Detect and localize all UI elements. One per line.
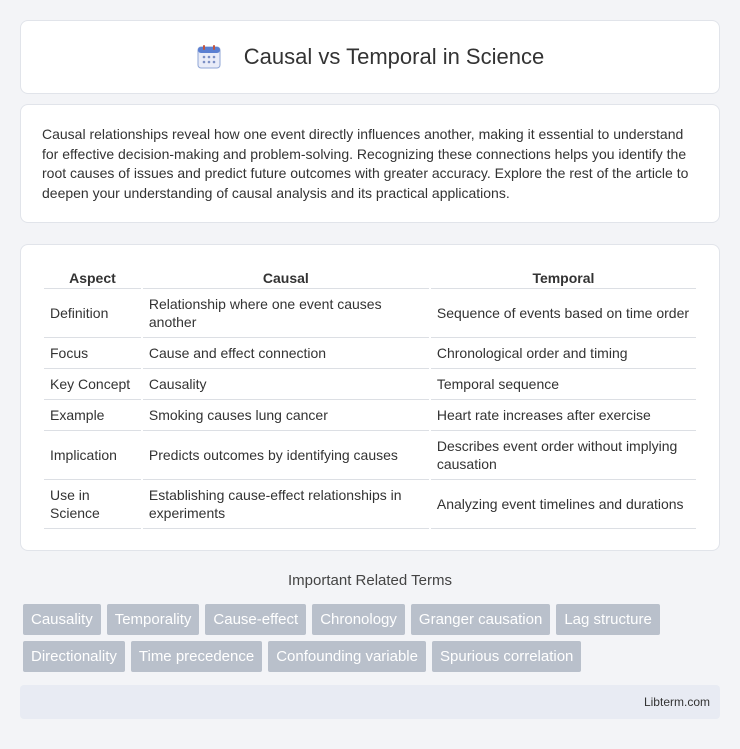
header-card xyxy=(20,20,720,94)
cell-causal: Smoking causes lung cancer xyxy=(143,400,429,431)
calendar-icon xyxy=(196,44,222,70)
table-header-row xyxy=(44,265,696,289)
table-row xyxy=(44,431,696,480)
cell-causal: Relationship where one event causes another xyxy=(143,289,429,338)
tag-confounding-variable[interactable]: Confounding variable xyxy=(268,641,426,672)
cell-temporal: Sequence of events based on time order xyxy=(431,289,696,338)
table-row xyxy=(44,400,696,431)
cell-temporal: Heart rate increases after exercise xyxy=(431,400,696,431)
cell-aspect: Example xyxy=(44,400,141,431)
cell-causal: Causality xyxy=(143,369,429,400)
header-causal: Causal xyxy=(143,265,429,289)
tag-directionality[interactable]: Directionality xyxy=(23,641,125,672)
intro-text: Causal relationships reveal how one event directly influences another, making it essential to understand for effective decision-making and problem-solving. Recognizing these connections helps you identify the root causes of issues and predict future outcomes with greater accuracy. Explore the rest of the article to deepen your understanding of causal analysis and its practical applications. xyxy=(42,126,689,201)
comparison-table-card xyxy=(20,244,720,551)
footer xyxy=(20,685,720,719)
cell-temporal: Chronological order and timing xyxy=(431,338,696,369)
header-temporal: Temporal xyxy=(431,265,696,289)
footer-site-link[interactable]: Libterm.com xyxy=(643,695,710,709)
tag-chronology[interactable]: Chronology xyxy=(312,604,405,635)
table-row xyxy=(44,289,696,338)
comparison-table xyxy=(42,265,698,529)
tag-row xyxy=(23,604,723,635)
tag-lag-structure[interactable]: Lag structure xyxy=(556,604,660,635)
cell-temporal: Describes event order without implying causation xyxy=(431,431,696,480)
tag-granger-causation[interactable]: Granger causation xyxy=(411,604,550,635)
cell-temporal: Temporal sequence xyxy=(431,369,696,400)
tag-cause-effect[interactable]: Cause-effect xyxy=(205,604,306,635)
cell-aspect: Focus xyxy=(44,338,141,369)
header-aspect: Aspect xyxy=(44,265,141,289)
cell-aspect: Use in Science xyxy=(44,480,141,529)
table-row xyxy=(44,338,696,369)
intro-card xyxy=(20,104,720,223)
tag-temporality[interactable]: Temporality xyxy=(107,604,200,635)
page-title: Causal vs Temporal in Science xyxy=(243,44,545,69)
related-terms-tags xyxy=(23,604,723,678)
cell-causal: Predicts outcomes by identifying causes xyxy=(143,431,429,480)
cell-causal: Establishing cause-effect relationships in experiments xyxy=(143,480,429,529)
table-row xyxy=(44,369,696,400)
tag-causality[interactable]: Causality xyxy=(23,604,101,635)
table-row xyxy=(44,480,696,529)
tag-time-precedence[interactable]: Time precedence xyxy=(131,641,262,672)
cell-temporal: Analyzing event timelines and durations xyxy=(431,480,696,529)
tag-spurious-correlation[interactable]: Spurious correlation xyxy=(432,641,581,672)
cell-aspect: Definition xyxy=(44,289,141,338)
related-terms-title: Important Related Terms xyxy=(288,572,452,589)
cell-causal: Cause and effect connection xyxy=(143,338,429,369)
cell-aspect: Key Concept xyxy=(44,369,141,400)
cell-aspect: Implication xyxy=(44,431,141,480)
tag-row xyxy=(23,641,723,672)
